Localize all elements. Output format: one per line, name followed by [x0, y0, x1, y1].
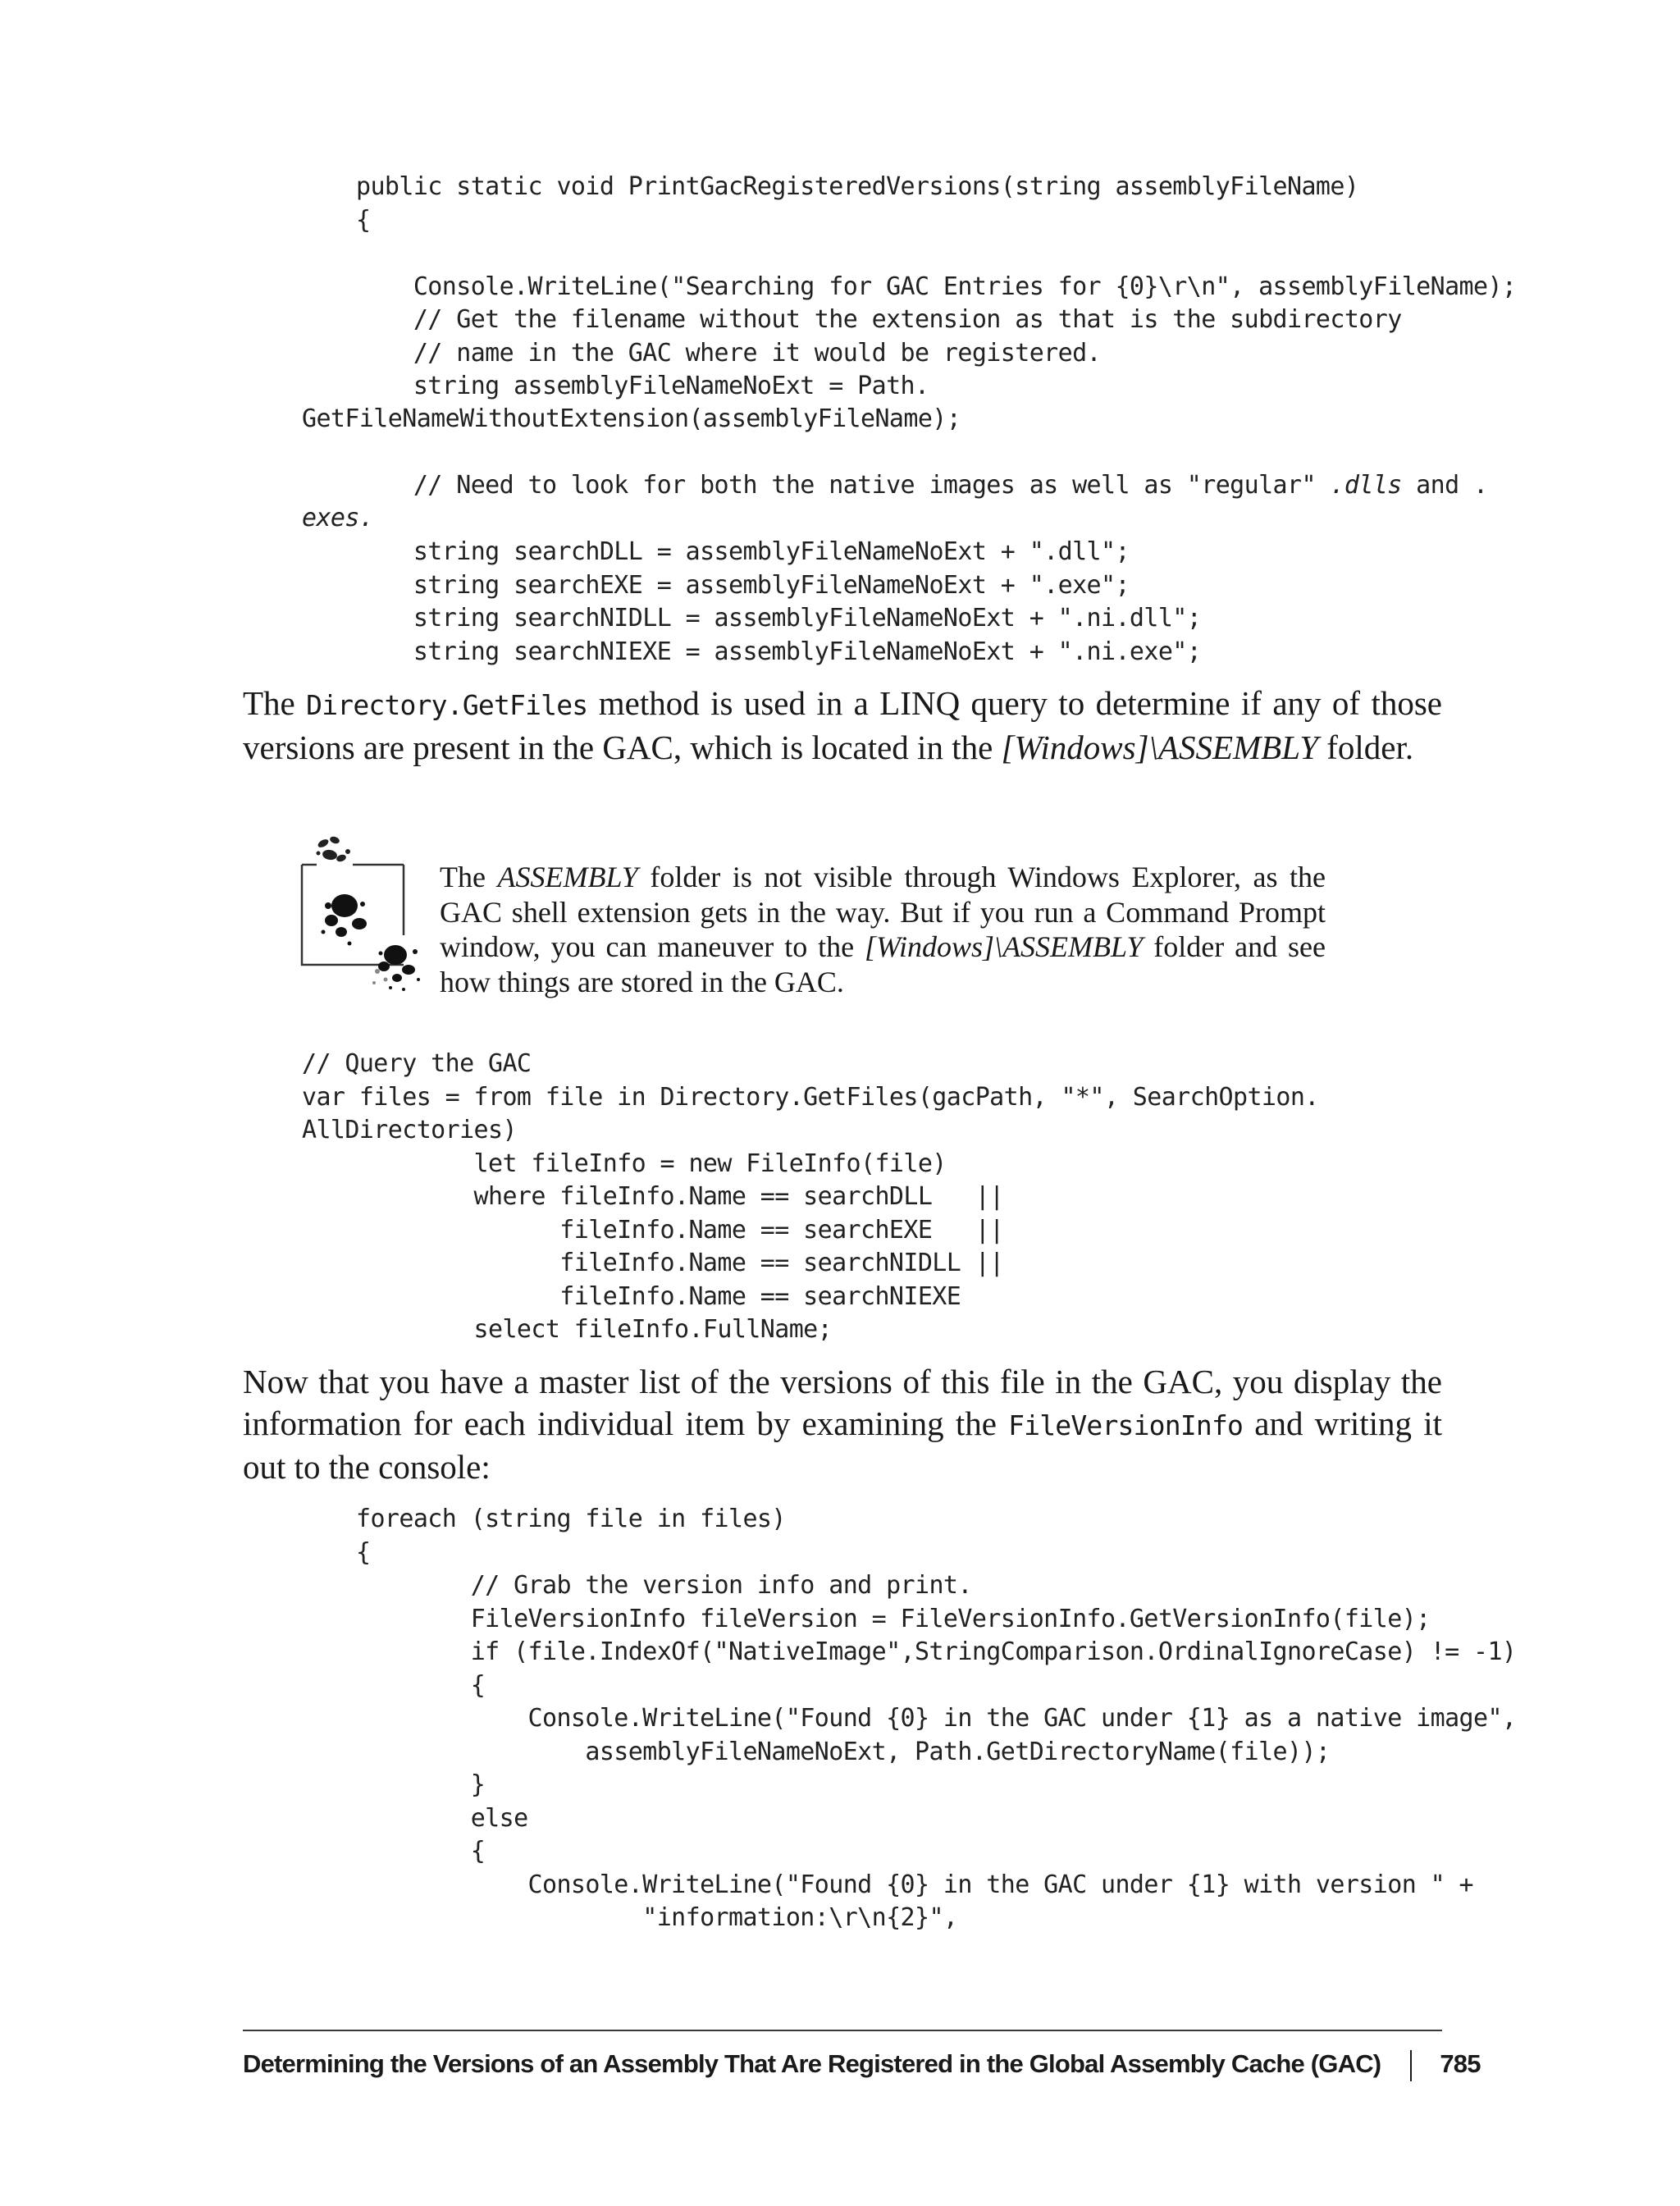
code-block-linq-query — [302, 1048, 1319, 1347]
code-italic-text: .dlls — [1330, 471, 1402, 500]
paragraph-text: folder. — [1318, 728, 1414, 766]
note-text: The — [440, 861, 498, 893]
code-line: FileVersionInfo fileVersion = FileVersionInfo.GetVersionInfo(file); — [356, 1604, 1431, 1633]
paragraph-text: and writing it out to the console: — [243, 1404, 1442, 1486]
footer-separator — [1410, 2050, 1412, 2081]
code-line: { — [356, 1537, 371, 1567]
inline-code: Directory.GetFiles — [306, 689, 588, 721]
code-text: // Need to look for both the native images as well as "regular" — [356, 471, 1331, 500]
code-block-comment-wrap — [302, 502, 373, 536]
inline-code: FileVersionInfo — [1008, 1409, 1244, 1441]
code-block-wrapped-line — [302, 403, 961, 436]
code-line: { — [356, 1670, 486, 1700]
paragraph-text: method is used in a LINQ query to determine if any of those versions are present in the GAC, which is located in the — [243, 684, 1442, 766]
code-line: { — [356, 205, 371, 235]
code-italic-text: exes. — [302, 504, 374, 532]
code-line — [356, 469, 1487, 503]
code-line: public static void PrintGacRegisteredVersions(string assemblyFileName) — [356, 172, 1359, 201]
body-paragraph-1 — [243, 683, 1442, 768]
code-line: fileInfo.Name == searchNIDLL || — [302, 1249, 1004, 1277]
code-line: Console.WriteLine("Found {0} in the GAC under {1} as a native image", — [356, 1704, 1517, 1733]
code-line: where fileInfo.Name == searchDLL || — [302, 1182, 1004, 1211]
note-text: folder and see how things are stored in the GAC. — [440, 930, 1326, 998]
italic-folder: ASSEMBLY — [497, 861, 638, 893]
code-line: Console.WriteLine("Found {0} in the GAC under {1} with version " + — [356, 1870, 1473, 1899]
italic-path: [Windows]\ASSEMBLY — [865, 930, 1144, 963]
code-line: Console.WriteLine("Searching for GAC Entries for {0}\r\n", assemblyFileName); — [356, 272, 1517, 301]
paragraph-text: Now that you have a master list of the versions of this file in the GAC, you display the information for each individual item by examining the — [243, 1363, 1442, 1442]
footer-rule — [243, 2030, 1442, 2031]
code-block-foreach — [356, 1503, 1516, 1935]
code-line: AllDirectories) — [302, 1116, 517, 1144]
code-line: string searchNIEXE = assemblyFileNameNoExt + ".ni.exe"; — [356, 637, 1202, 666]
code-line: string searchDLL = assemblyFileNameNoExt + ".dll"; — [356, 537, 1130, 566]
page-footer — [243, 2044, 1481, 2084]
tip-note-text — [440, 860, 1326, 999]
code-block-search-vars — [356, 536, 1201, 669]
code-line: string assemblyFileNameNoExt = Path. — [356, 372, 929, 400]
code-line — [356, 237, 1516, 271]
code-line: fileInfo.Name == searchNIEXE — [302, 1281, 961, 1311]
code-line: { — [356, 1837, 486, 1866]
code-block-comment-line — [356, 469, 1487, 503]
code-line: select fileInfo.FullName; — [302, 1315, 833, 1344]
italic-path: [Windows]\ASSEMBLY — [1001, 728, 1319, 766]
tip-note — [299, 830, 1324, 1019]
code-line: GetFileNameWithoutExtension(assemblyFileName); — [302, 404, 961, 433]
code-line: assemblyFileNameNoExt, Path.GetDirectoryName(file)); — [356, 1737, 1331, 1766]
code-line: string searchNIDLL = assemblyFileNameNoExt + ".ni.dll"; — [356, 604, 1202, 633]
paragraph-text: The — [243, 684, 307, 722]
code-line: // Get the filename without the extension as that is the subdirectory — [356, 305, 1402, 334]
code-line: // Query the GAC — [302, 1049, 532, 1078]
code-line: var files = from file in Directory.GetFiles(gacPath, "*", SearchOption. — [302, 1082, 1319, 1112]
code-line: if (file.IndexOf("NativeImage",StringComparison.OrdinalIgnoreCase) != -1) — [356, 1637, 1517, 1666]
code-line: else — [356, 1803, 528, 1833]
running-title: Determining the Versions of an Assembly That Are Registered in the Global Assembly Cache (GAC) — [243, 2049, 1381, 2078]
code-line: foreach (string file in files) — [356, 1505, 786, 1533]
page-number: 785 — [1440, 2049, 1481, 2078]
code-line: string searchEXE = assemblyFileNameNoExt + ".exe"; — [356, 570, 1130, 600]
code-line: let fileInfo = new FileInfo(file) — [302, 1149, 947, 1178]
owl-tip-icon — [299, 830, 430, 994]
note-text: folder is not visible through Windows Explorer, as the GAC shell extension gets in the way. But if you run a Command Prompt window, you can maneuver to the — [440, 861, 1326, 963]
code-text: and . — [1401, 471, 1488, 500]
code-line: // Grab the version info and print. — [356, 1571, 972, 1600]
code-block-method-header — [356, 171, 1516, 404]
code-line: fileInfo.Name == searchEXE || — [302, 1215, 1004, 1245]
code-line: } — [356, 1770, 486, 1799]
body-paragraph-2 — [243, 1361, 1442, 1488]
code-line: // name in the GAC where it would be registered. — [356, 338, 1101, 368]
code-line: "information:\r\n{2}", — [356, 1903, 958, 1932]
